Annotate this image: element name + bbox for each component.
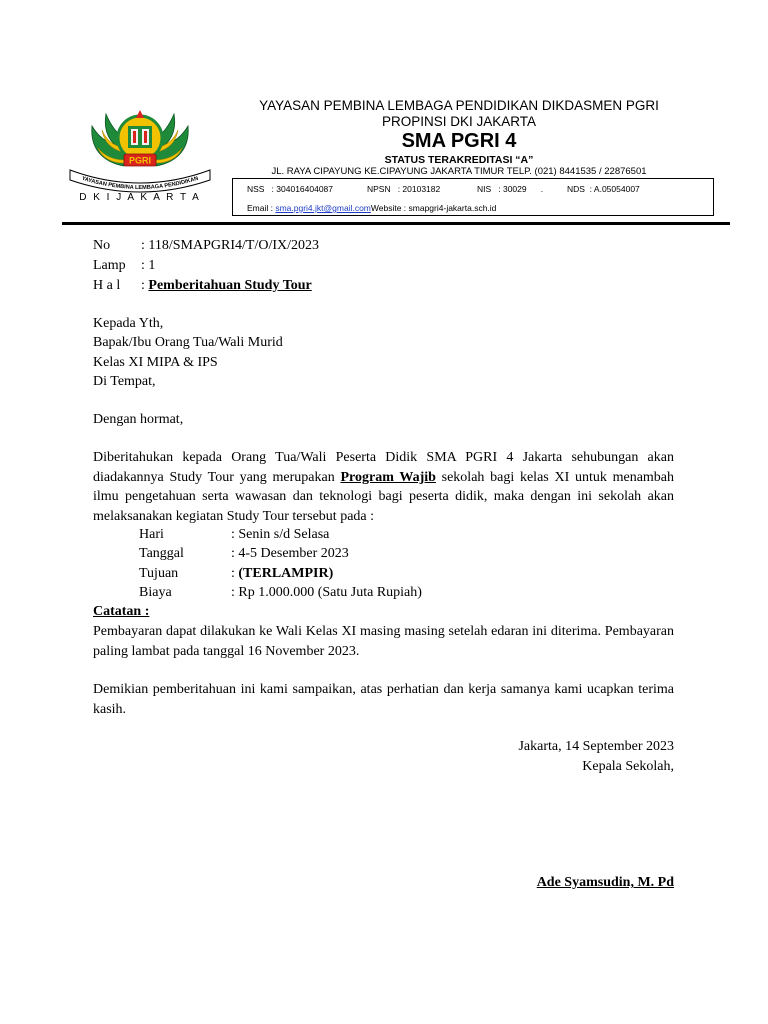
website-text: Website : smapgri4-jakarta.sch.id: [370, 203, 497, 213]
attachment-value: : 1: [141, 258, 156, 273]
nds-number: NDS : A.05054007: [567, 184, 640, 194]
letter-number-label: No: [93, 238, 111, 253]
nis-number: NIS : 30029 .: [477, 184, 544, 194]
npsn-number: NPSN : 20103182: [367, 184, 441, 194]
email-link[interactable]: sma.pgri4.jkt@gmail.com: [275, 203, 371, 213]
recipient-line: Kepada Yth,: [93, 316, 164, 331]
note-heading: Catatan :: [93, 604, 150, 619]
destination-value: (TERLAMPIR): [238, 566, 334, 581]
school-id-box: [232, 178, 714, 216]
province-name: PROPINSI DKI JAKARTA: [381, 114, 537, 129]
subject-line: [141, 277, 312, 295]
recipient-line: Kelas XI MIPA & IPS: [93, 355, 218, 370]
email-label: Email :: [247, 203, 276, 213]
greeting: Dengan hormat,: [93, 412, 184, 427]
detail-value-destination: [231, 565, 333, 583]
subject-value: Pemberitahuan Study Tour: [148, 278, 312, 293]
school-address: JL. RAYA CIPAYUNG KE.CIPAYUNG JAKARTA TIMUR TELP. (021) 8441535 / 22876501: [271, 166, 647, 177]
detail-value-cost: : Rp 1.000.000 (Satu Juta Rupiah): [231, 585, 422, 600]
closing-paragraph: Demikian pemberitahuan ini kami sampaikan, atas perhatian dan kerja samanya kami ucapkan terima kasih.: [93, 682, 674, 717]
foundation-name: YAYASAN PEMBINA LEMBAGA PENDIDIKAN DIKDASMEN PGRI: [259, 98, 659, 113]
note-body: Pembayaran dapat dilakukan ke Wali Kelas XI masing masing setelah edaran ini diterima. Pembayaran paling lambat pada tanggal 16 November 2023.: [93, 624, 674, 659]
announcement-paragraph: [93, 448, 674, 526]
recipient-line: Di Tempat,: [93, 374, 156, 389]
paragraph-text: sekolah bagi kelas XI untuk menambah ilmu pengetahuan serta wawasan dan teknologi bagi peserta didik, maka dengan ini sekolah akan melaksanakan kegiatan Study Tour tersebut pada :: [93, 469, 675, 524]
letterhead-divider: [62, 222, 730, 225]
signatory-name: Ade Syamsudin, M. Pd: [536, 875, 674, 890]
signatory-position: Kepala Sekolah,: [582, 759, 674, 774]
program-wajib-emphasis: Program Wajib: [340, 469, 436, 485]
accreditation-status: STATUS TERAKREDITASI “A”: [384, 154, 534, 166]
attachment-label: Lamp: [93, 258, 126, 273]
pgri-logo: [62, 100, 218, 196]
place-date: Jakarta, 14 September 2023: [518, 739, 674, 754]
school-id-row: [247, 184, 707, 196]
detail-value-day: : Senin s/d Selasa: [231, 527, 330, 542]
destination-colon: :: [231, 566, 239, 581]
letter-number-value: : 118/SMAPGRI4/T/O/IX/2023: [141, 238, 319, 253]
school-name: SMA PGRI 4: [401, 130, 517, 152]
logo-ribbon-text: YAYASAN PEMBINA LEMBAGA PENDIDIKAN: [80, 175, 200, 192]
logo-caption: D K I J A K A R T A: [79, 192, 201, 203]
paragraph-text: Diberitahukan kepada Orang Tua/Wali Peserta Didik SMA PGRI 4 Jakarta sehubungan akan diadakannya Study Tour yang merupakan: [93, 450, 674, 485]
detail-label-day: Hari: [139, 527, 164, 542]
detail-value-date: : 4-5 Desember 2023: [231, 546, 349, 561]
detail-label-cost: Biaya: [139, 585, 172, 600]
nss-number: NSS : 304016404087: [247, 184, 334, 194]
detail-label-destination: Tujuan: [139, 566, 179, 581]
subject-colon: :: [141, 278, 149, 293]
detail-label-date: Tanggal: [139, 546, 184, 561]
subject-label: H a l: [93, 278, 121, 293]
contact-row: [247, 203, 496, 213]
recipient-line: Bapak/Ibu Orang Tua/Wali Murid: [93, 335, 283, 350]
logo-badge-text: PGRI: [128, 155, 152, 166]
